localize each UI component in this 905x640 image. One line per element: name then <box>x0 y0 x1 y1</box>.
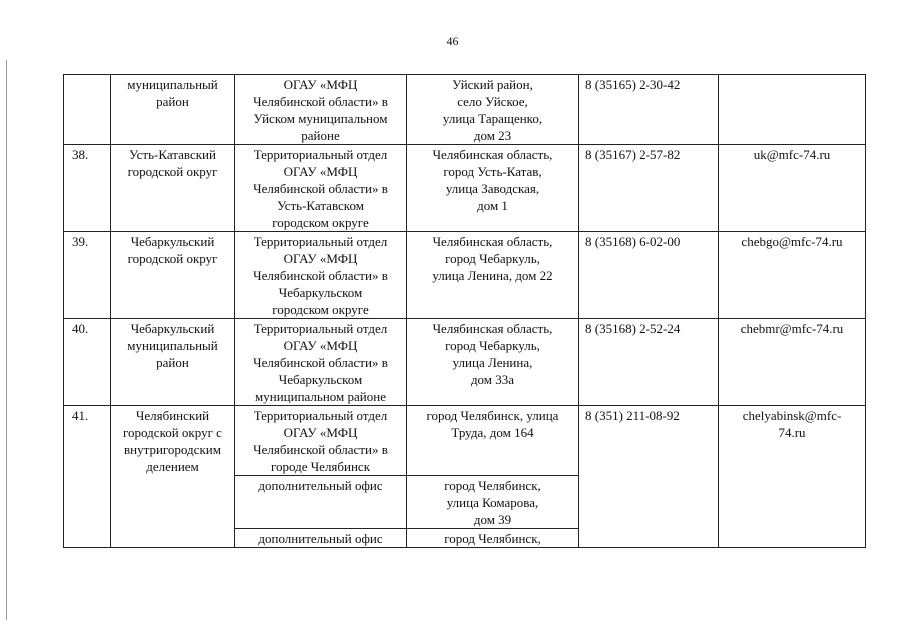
scan-edge-line <box>6 60 7 620</box>
row-number <box>64 75 111 145</box>
office-cell: Территориальный отдел ОГАУ «МФЦ Челябинской области» в городе Челябинск <box>235 406 407 476</box>
municipality-cell: Чебаркульский городской округ <box>111 232 235 319</box>
address-cell: город Челябинск, улица Комарова, дом 39 <box>407 476 579 529</box>
email-cell: chebmr@mfc-74.ru <box>719 319 866 406</box>
phone-cell: 8 (351) 211-08-92 <box>579 406 719 548</box>
phone-cell: 8 (35167) 2-57-82 <box>579 145 719 232</box>
table-row <box>64 145 866 232</box>
office-cell: Территориальный отдел ОГАУ «МФЦ Челябинской области» в Усть-Катавском городском округе <box>235 145 407 232</box>
address-cell: Челябинская область, город Чебаркуль, улица Ленина, дом 33а <box>407 319 579 406</box>
page-number: 46 <box>446 34 459 48</box>
table-row <box>64 75 866 145</box>
office-cell: ОГАУ «МФЦ Челябинской области» в Уйском муниципальном районе <box>235 75 407 145</box>
office-cell: Территориальный отдел ОГАУ «МФЦ Челябинской области» в Чебаркульском муниципальном районе <box>235 319 407 406</box>
office-cell: дополнительный офис <box>235 529 407 548</box>
table-row <box>64 319 866 406</box>
address-cell: Челябинская область, город Усть-Катав, улица Заводская, дом 1 <box>407 145 579 232</box>
municipality-cell: муниципальный район <box>111 75 235 145</box>
municipality-cell: Усть-Катавский городской округ <box>111 145 235 232</box>
email-cell <box>719 75 866 145</box>
mfc-offices-table <box>63 74 866 548</box>
email-cell: chelyabinsk@mfc- 74.ru <box>719 406 866 548</box>
address-cell: Уйский район, село Уйское, улица Таращенко, дом 23 <box>407 75 579 145</box>
row-number: 38. <box>64 145 111 232</box>
address-cell: город Челябинск, улица Труда, дом 164 <box>407 406 579 476</box>
table-row <box>64 232 866 319</box>
phone-cell: 8 (35168) 2-52-24 <box>579 319 719 406</box>
email-cell: chebgo@mfc-74.ru <box>719 232 866 319</box>
address-cell: Челябинская область, город Чебаркуль, улица Ленина, дом 22 <box>407 232 579 319</box>
row-number: 41. <box>64 406 111 548</box>
office-cell: дополнительный офис <box>235 476 407 529</box>
row-number: 39. <box>64 232 111 319</box>
phone-cell: 8 (35165) 2-30-42 <box>579 75 719 145</box>
address-cell: город Челябинск, <box>407 529 579 548</box>
email-cell: uk@mfc-74.ru <box>719 145 866 232</box>
office-cell: Территориальный отдел ОГАУ «МФЦ Челябинской области» в Чебаркульском городском округе <box>235 232 407 319</box>
municipality-cell: Челябинский городской округ с внутригородским делением <box>111 406 235 548</box>
municipality-cell: Чебаркульский муниципальный район <box>111 319 235 406</box>
row-number: 40. <box>64 319 111 406</box>
table-row <box>64 406 866 476</box>
phone-cell: 8 (35168) 6-02-00 <box>579 232 719 319</box>
